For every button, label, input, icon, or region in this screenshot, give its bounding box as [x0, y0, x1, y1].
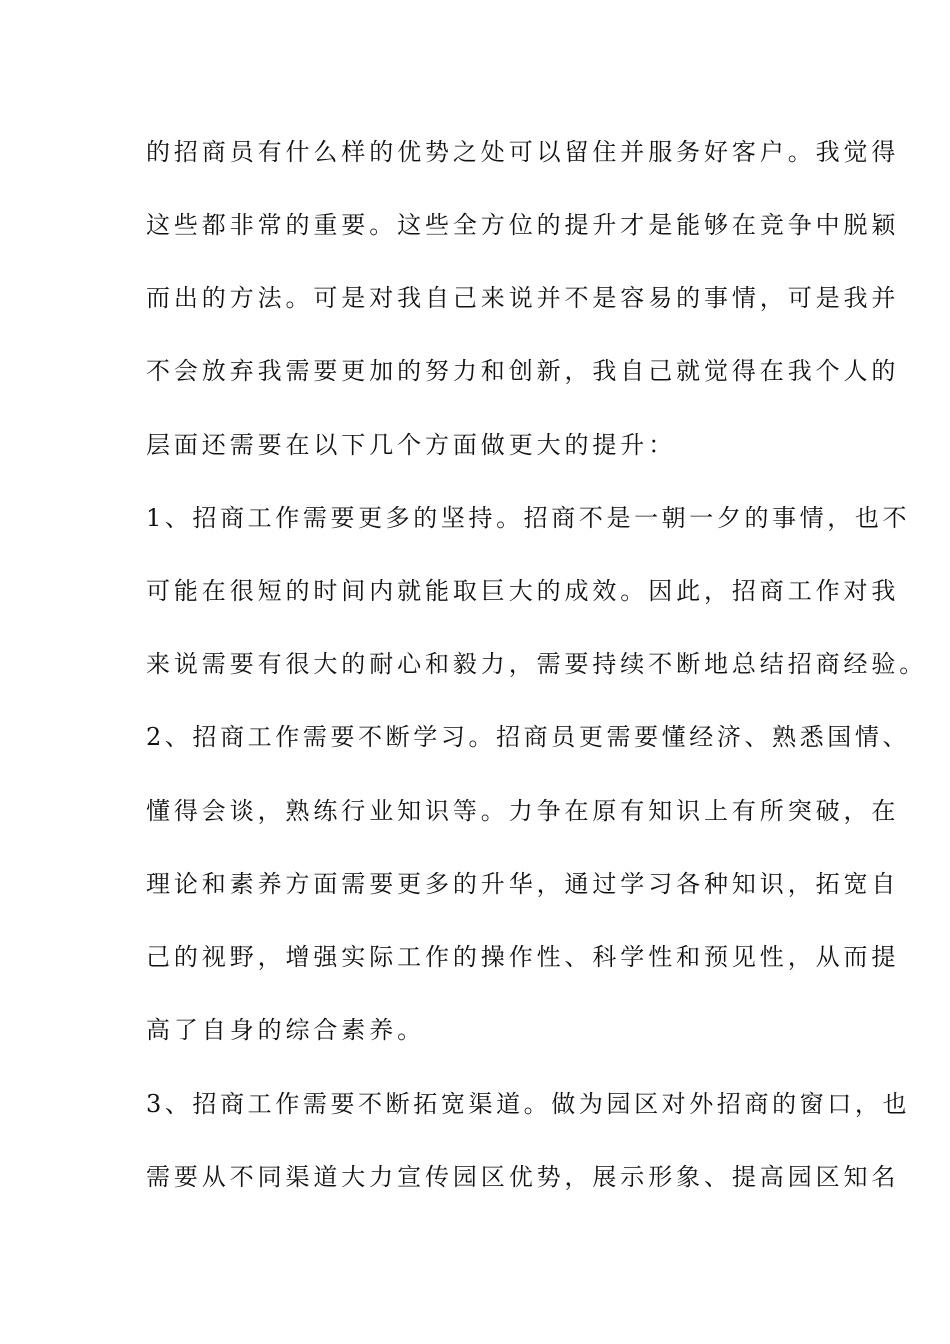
list-item-3-line: 需要从不同渠道大力宣传园区优势，展示形象、提高园区知名	[146, 1163, 900, 1191]
list-item-1-line: 来说需要有很大的耐心和毅力，需要持续不断地总结招商经验。	[146, 650, 928, 678]
paragraph-line: 这些都非常的重要。这些全方位的提升才是能够在竞争中脱颖	[146, 211, 900, 239]
list-item-2-line: 己的视野，增强实际工作的操作性、科学性和预见性，从而提	[146, 943, 900, 971]
list-item-2-line: 懂得会谈，熟练行业知识等。力争在原有知识上有所突破，在	[146, 797, 900, 825]
paragraph-line: 层面还需要在以下几个方面做更大的提升：	[146, 431, 677, 459]
paragraph-line: 的招商员有什么样的优势之处可以留住并服务好客户。我觉得	[146, 138, 900, 166]
list-item-3-line: 3、招商工作需要不断拓宽渠道。做为园区对外招商的窗口，也	[146, 1090, 911, 1118]
list-item-1-line: 1、招商工作需要更多的坚持。招商不是一朝一夕的事情，也不	[146, 504, 911, 532]
list-item-2-line: 高了自身的综合素养。	[146, 1016, 425, 1044]
list-item-2-line: 理论和素养方面需要更多的升华，通过学习各种知识，拓宽自	[146, 870, 900, 898]
list-item-2-line: 2、招商工作需要不断学习。招商员更需要懂经济、熟悉国情、	[146, 723, 911, 751]
paragraph-line: 而出的方法。可是对我自己来说并不是容易的事情，可是我并	[146, 284, 900, 312]
list-item-1-line: 可能在很短的时间内就能取巨大的成效。因此，招商工作对我	[146, 577, 900, 605]
paragraph-line: 不会放弃我需要更加的努力和创新，我自己就觉得在我个人的	[146, 357, 900, 385]
